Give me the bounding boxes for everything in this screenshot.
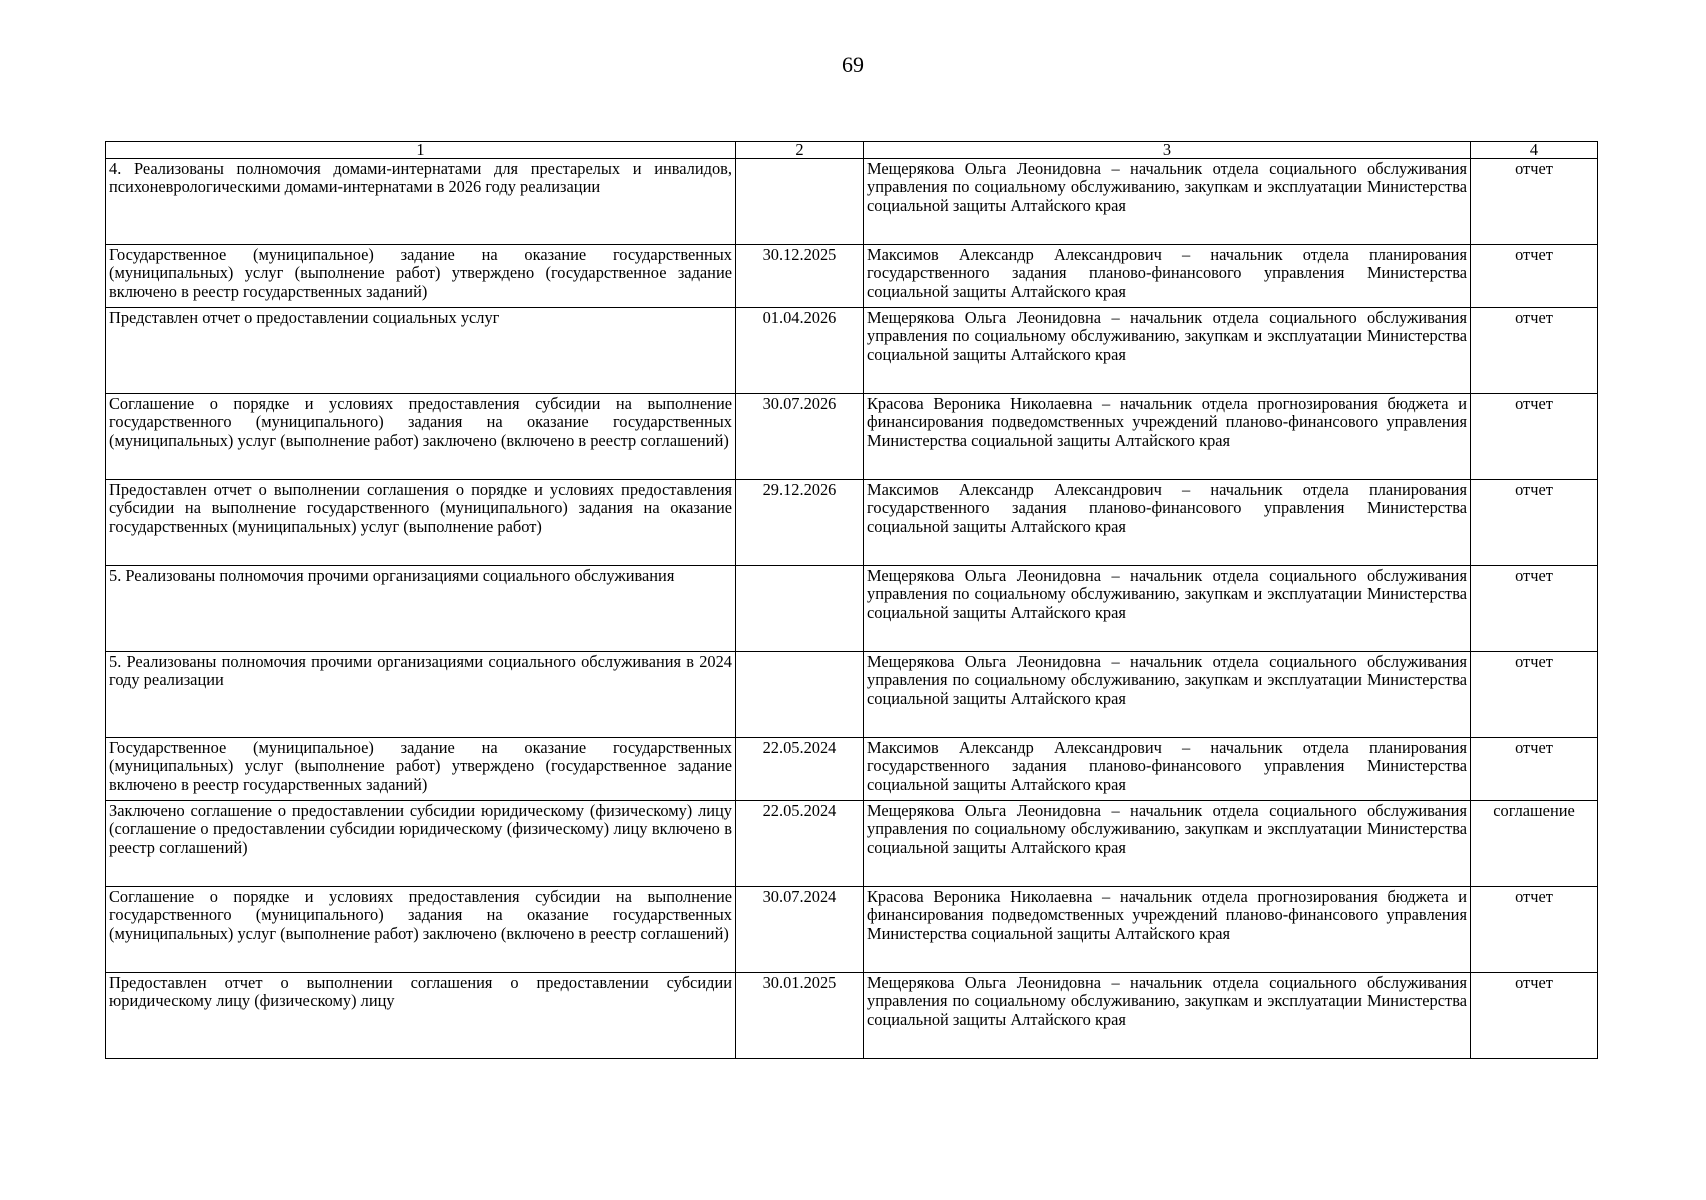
responsible-cell: Максимов Александр Александрович – начальник отдела планирования государственного задания планово-финансового управления Министерства социальной защиты Алтайского края (864, 480, 1471, 566)
header-row (106, 142, 1598, 159)
date-cell: 22.05.2024 (736, 801, 864, 887)
event-cell: Соглашение о порядке и условиях предоставления субсидии на выполнение государственного (муниципального) задания на оказание государственных (муниципальных) услуг (выполнение работ) заключено (включено в реестр соглашений) (106, 394, 736, 480)
result-cell: отчет (1471, 738, 1598, 801)
result-cell: отчет (1471, 973, 1598, 1059)
responsible-cell: Максимов Александр Александрович – начальник отдела планирования государственного задания планово-финансового управления Министерства социальной защиты Алтайского края (864, 245, 1471, 308)
table-row (106, 566, 1598, 652)
result-cell: отчет (1471, 480, 1598, 566)
date-cell: 30.12.2025 (736, 245, 864, 308)
event-cell: Предоставлен отчет о выполнении соглашения о порядке и условиях предоставления субсидии на выполнение государственного (муниципального) задания на оказание государственных (муниципальных) услуг (выполнение работ) (106, 480, 736, 566)
responsible-cell: Мещерякова Ольга Леонидовна – начальник отдела социального обслуживания управления по социальному обслуживанию, закупкам и эксплуатации Министерства социальной защиты Алтайского края (864, 159, 1471, 245)
responsible-cell: Красова Вероника Николаевна – начальник отдела прогнозирования бюджета и финансирования подведомственных учреждений планово-финансового управления Министерства социальной защиты Алтайского края (864, 394, 1471, 480)
table-row (106, 801, 1598, 887)
responsible-cell: Красова Вероника Николаевна – начальник отдела прогнозирования бюджета и финансирования подведомственных учреждений планово-финансового управления Министерства социальной защиты Алтайского края (864, 887, 1471, 973)
result-cell: отчет (1471, 308, 1598, 394)
responsible-cell: Мещерякова Ольга Леонидовна – начальник отдела социального обслуживания управления по социальному обслуживанию, закупкам и эксплуатации Министерства социальной защиты Алтайского края (864, 308, 1471, 394)
event-cell: Заключено соглашение о предоставлении субсидии юридическому (физическому) лицу (соглашение о предоставлении субсидии юридическому (физическому) лицу включено в реестр соглашений) (106, 801, 736, 887)
table-row (106, 973, 1598, 1059)
responsible-cell: Мещерякова Ольга Леонидовна – начальник отдела социального обслуживания управления по социальному обслуживанию, закупкам и эксплуатации Министерства социальной защиты Алтайского края (864, 801, 1471, 887)
column-header-3: 3 (864, 142, 1471, 159)
event-cell: Соглашение о порядке и условиях предоставления субсидии на выполнение государственного (муниципального) задания на оказание государственных (муниципальных) услуг (выполнение работ) заключено (включено в реестр соглашений) (106, 887, 736, 973)
table-row (106, 159, 1598, 245)
result-cell: отчет (1471, 159, 1598, 245)
date-cell (736, 652, 864, 738)
date-cell: 30.01.2025 (736, 973, 864, 1059)
date-cell: 29.12.2026 (736, 480, 864, 566)
result-cell: отчет (1471, 245, 1598, 308)
table-row (106, 738, 1598, 801)
result-cell: соглашение (1471, 801, 1598, 887)
column-header-4: 4 (1471, 142, 1598, 159)
table-row (106, 308, 1598, 394)
result-cell: отчет (1471, 887, 1598, 973)
event-cell: Государственное (муниципальное) задание на оказание государственных (муниципальных) услуг (выполнение работ) утверждено (государственное задание включено в реестр государственных заданий) (106, 245, 736, 308)
date-cell (736, 159, 864, 245)
event-cell: Предоставлен отчет о выполнении соглашения о предоставлении субсидии юридическому лицу (физическому) лицу (106, 973, 736, 1059)
responsible-cell: Мещерякова Ольга Леонидовна – начальник отдела социального обслуживания управления по социальному обслуживанию, закупкам и эксплуатации Министерства социальной защиты Алтайского края (864, 973, 1471, 1059)
result-cell: отчет (1471, 652, 1598, 738)
column-header-2: 2 (736, 142, 864, 159)
result-cell: отчет (1471, 394, 1598, 480)
date-cell: 01.04.2026 (736, 308, 864, 394)
table-row (106, 480, 1598, 566)
page-number: 69 (842, 52, 864, 77)
responsible-cell: Мещерякова Ольга Леонидовна – начальник отдела социального обслуживания управления по социальному обслуживанию, закупкам и эксплуатации Министерства социальной защиты Алтайского края (864, 566, 1471, 652)
event-cell: 5. Реализованы полномочия прочими организациями социального обслуживания (106, 566, 736, 652)
table-row (106, 887, 1598, 973)
date-cell (736, 566, 864, 652)
date-cell: 22.05.2024 (736, 738, 864, 801)
date-cell: 30.07.2024 (736, 887, 864, 973)
column-header-1: 1 (106, 142, 736, 159)
plan-table (105, 141, 1598, 1059)
responsible-cell: Мещерякова Ольга Леонидовна – начальник отдела социального обслуживания управления по социальному обслуживанию, закупкам и эксплуатации Министерства социальной защиты Алтайского края (864, 652, 1471, 738)
table-row (106, 394, 1598, 480)
table-row (106, 652, 1598, 738)
event-cell: Представлен отчет о предоставлении социальных услуг (106, 308, 736, 394)
event-cell: 4. Реализованы полномочия домами-интернатами для престарелых и инвалидов, психоневрологическими домами-интернатами в 2026 году реализации (106, 159, 736, 245)
responsible-cell: Максимов Александр Александрович – начальник отдела планирования государственного задания планово-финансового управления Министерства социальной защиты Алтайского края (864, 738, 1471, 801)
event-cell: 5. Реализованы полномочия прочими организациями социального обслуживания в 2024 году реализации (106, 652, 736, 738)
event-cell: Государственное (муниципальное) задание на оказание государственных (муниципальных) услуг (выполнение работ) утверждено (государственное задание включено в реестр государственных заданий) (106, 738, 736, 801)
result-cell: отчет (1471, 566, 1598, 652)
table-row (106, 245, 1598, 308)
date-cell: 30.07.2026 (736, 394, 864, 480)
